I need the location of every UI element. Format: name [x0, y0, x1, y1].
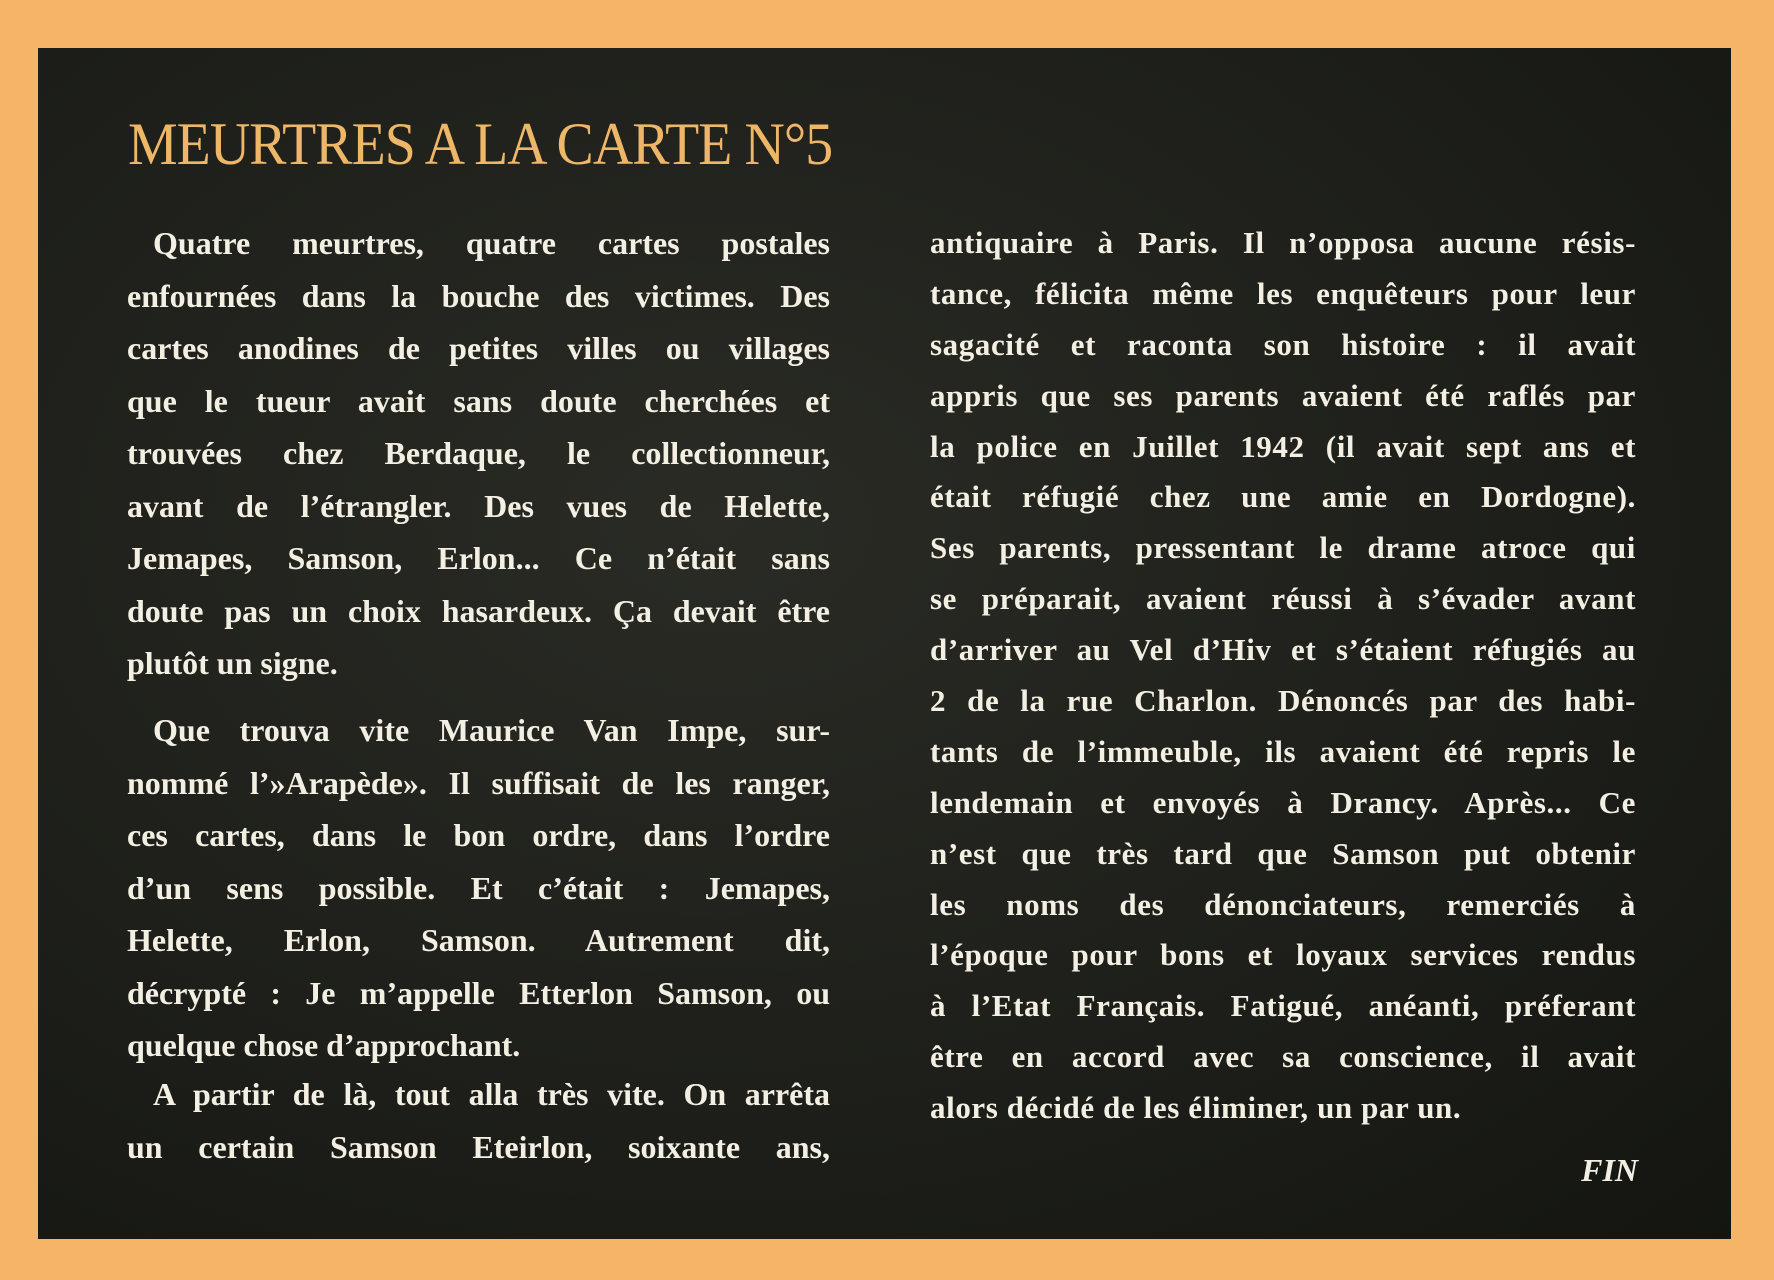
text-line: A partir de là, tout alla très vite. On arrêta [153, 1076, 830, 1112]
text-line: trouvées chez Berdaque, le collectionneur, [127, 435, 830, 471]
text-line: alors décidé de les éliminer, un par un. [930, 1090, 1462, 1126]
text-line: ces cartes, dans le bon ordre, dans l’ordre [127, 817, 830, 853]
left-column-p3 [127, 1068, 830, 1173]
text-line: Helette, Erlon, Samson. Autrement dit, [127, 922, 830, 958]
text-line: être en accord avec sa conscience, il avait [930, 1039, 1636, 1075]
text-line: se préparait, avaient réussi à s’évader avant [930, 581, 1636, 617]
text-line: Jemapes, Samson, Erlon... Ce n’était sans [127, 540, 830, 576]
left-column-p2 [127, 704, 830, 1072]
text-line: Ses parents, pressentant le drame atroce qui [930, 530, 1636, 566]
text-line: les noms des dénonciateurs, remerciés à [930, 886, 1636, 922]
end-mark: FIN [1581, 1152, 1638, 1188]
text-line: quelque chose d’approchant. [127, 1027, 521, 1063]
text-line: n’est que très tard que Samson put obtenir [930, 835, 1636, 871]
text-line: sagacité et raconta son histoire : il avait [930, 326, 1636, 362]
text-line: lendemain et envoyés à Drancy. Après... Ce [930, 784, 1636, 820]
text-line: nommé l’»Arapède». Il suffisait de les ranger, [127, 764, 830, 801]
text-line: un certain Samson Eteirlon, soixante ans, [127, 1128, 830, 1165]
text-line: que le tueur avait sans doute cherchées et [127, 382, 830, 419]
text-line: tance, félicita même les enquêteurs pour leur [930, 275, 1636, 311]
text-line: d’arriver au Vel d’Hiv et s’étaient réfugiés au [930, 632, 1636, 668]
text-line: décrypté : Je m’appelle Etterlon Samson, ou [127, 974, 830, 1011]
text-line: était réfugié chez une amie en Dordogne). [930, 479, 1636, 515]
text-line: appris que ses parents avaient été raflés par [930, 377, 1636, 413]
text-line: 2 de la rue Charlon. Dénoncés par des habi- [930, 683, 1636, 719]
text-line: Que trouva vite Maurice Van Impe, sur- [153, 712, 830, 748]
text-line: doute pas un choix hasardeux. Ça devait être [127, 592, 830, 629]
text-line: Quatre meurtres, quatre cartes postales [153, 225, 830, 261]
text-line: l’époque pour bons et loyaux services rendus [930, 937, 1636, 973]
text-line: à l’Etat Français. Fatigué, anéanti, préferant [930, 988, 1636, 1024]
text-line: antiquaire à Paris. Il n’opposa aucune résis- [930, 225, 1636, 260]
text-line: avant de l’étrangler. Des vues de Helette, [127, 487, 830, 524]
text-line: plutôt un signe. [127, 645, 338, 681]
text-line: cartes anodines de petites villes ou villages [127, 330, 830, 366]
page-title: MEURTRES A LA CARTE N°5 [128, 111, 833, 177]
text-line: tants de l’immeuble, ils avaient été repris le [930, 733, 1636, 769]
text-line: la police en Juillet 1942 (il avait sept ans et [930, 428, 1636, 464]
text-line: d’un sens possible. Et c’était : Jemapes, [127, 869, 830, 906]
text-line: enfournées dans la bouche des victimes. Des [127, 277, 830, 314]
left-column-p1 [127, 217, 830, 690]
right-column [930, 218, 1636, 1134]
